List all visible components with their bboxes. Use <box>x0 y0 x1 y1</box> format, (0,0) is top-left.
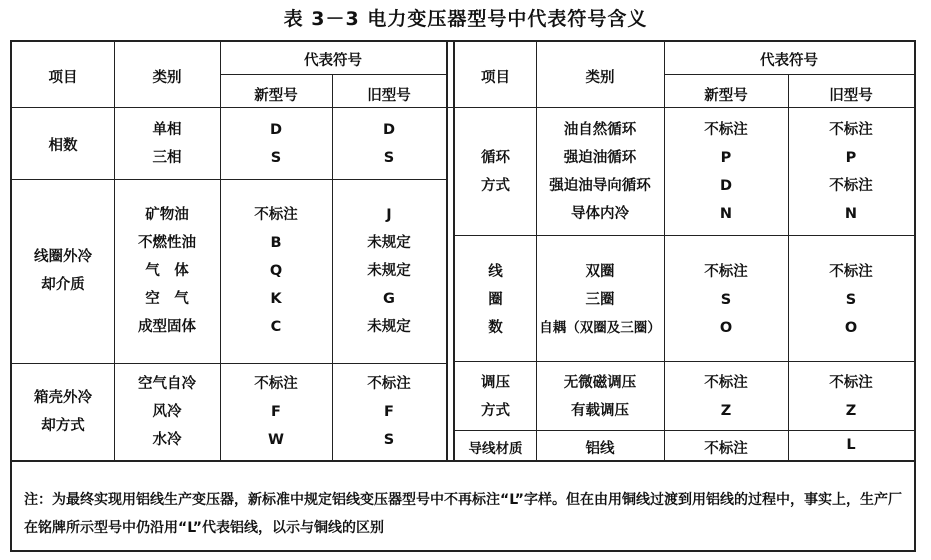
code-cell: F <box>384 404 394 420</box>
left-rule-1 <box>12 179 446 180</box>
category-cell: 强迫油循环 <box>563 150 637 166</box>
code-cell: P <box>720 150 732 166</box>
category-cell: 无微磁调压 <box>563 375 637 391</box>
category-cell: 自耦（双圈及三圈） <box>539 320 661 336</box>
code-cell: S <box>383 432 395 448</box>
left-header-code: 代表符号 <box>304 53 362 69</box>
symbol-table <box>10 40 916 552</box>
code-cell: D <box>382 122 396 138</box>
coil-cooling-new-codes <box>220 201 332 341</box>
code-cell: 不标注 <box>254 376 298 392</box>
regulation-old-codes <box>788 369 914 425</box>
phase-item: 相数 <box>48 138 78 154</box>
code-cell: 不标注 <box>704 264 748 280</box>
category-cell: 导体内冷 <box>571 206 629 222</box>
table-body-bottom-rule <box>12 460 914 462</box>
code-cell: 未规定 <box>367 263 411 279</box>
right-rule-2 <box>455 361 914 362</box>
code-cell: S <box>270 150 282 166</box>
code-cell: O <box>844 320 858 336</box>
regulation-item <box>455 369 536 425</box>
phase-categories <box>114 116 220 172</box>
left-header-item: 项目 <box>48 70 78 86</box>
item-line: 却介质 <box>41 277 85 293</box>
right-header-item: 项目 <box>481 70 510 86</box>
code-cell: Q <box>269 263 283 279</box>
code-cell: 不标注 <box>829 178 873 194</box>
left-rule-2 <box>12 363 446 364</box>
circulation-item <box>455 144 536 200</box>
code-cell: J <box>386 207 392 223</box>
regulation-categories <box>536 369 664 425</box>
category-cell: 水冷 <box>152 432 182 448</box>
left-code-subrule <box>220 74 446 75</box>
tank-cooling-old-codes <box>332 370 446 454</box>
right-header-old: 旧型号 <box>829 88 873 104</box>
category-cell: 有载调压 <box>571 403 629 419</box>
category-cell: 矿物油 <box>145 207 189 223</box>
category-cell: 单相 <box>152 122 182 138</box>
winding-count-old-codes <box>788 258 914 342</box>
conductor-new-code: 不标注 <box>704 441 748 457</box>
category-cell: 强迫油导向循环 <box>549 178 651 194</box>
conductor-item: 导线材质 <box>468 441 523 457</box>
right-header-new: 新型号 <box>704 88 748 104</box>
table-footnote: 注：为最终实现用铝线生产变压器，新标准中规定铝线变压器型号中不再标注“L”字样。但在由用铜线过渡到用铝线的过程中，事实上，生产厂在铭牌所示型号中仍沿用“L”代表铝线，以示与铜线的区别 <box>24 492 902 536</box>
code-cell: W <box>268 432 284 448</box>
item-char: 数 <box>488 320 503 336</box>
code-cell: G <box>383 291 395 307</box>
code-cell: S <box>845 292 857 308</box>
code-cell: B <box>270 235 282 251</box>
item-line: 方式 <box>481 403 510 419</box>
table-title: 表 3－3 电力变压器型号中代表符号含义 <box>283 8 648 30</box>
right-header-code: 代表符号 <box>760 53 818 69</box>
code-cell: Z <box>845 403 857 419</box>
regulation-new-codes <box>664 369 788 425</box>
circulation-categories <box>536 116 664 228</box>
code-cell: 未规定 <box>367 235 411 251</box>
item-line: 却方式 <box>41 418 85 434</box>
left-header-new: 新型号 <box>254 88 298 104</box>
right-header-category: 类别 <box>585 70 615 86</box>
circulation-old-codes <box>788 116 914 228</box>
code-cell: F <box>271 404 281 420</box>
code-cell: 未规定 <box>367 319 411 335</box>
winding-count-new-codes <box>664 258 788 342</box>
item-line: 调压 <box>481 375 510 391</box>
code-cell: K <box>270 291 282 307</box>
category-cell: 三相 <box>152 150 182 166</box>
code-cell: N <box>719 206 733 222</box>
left-header-old: 旧型号 <box>367 88 411 104</box>
circulation-new-codes <box>664 116 788 228</box>
category-cell: 三圈 <box>585 292 615 308</box>
coil-cooling-item <box>12 243 114 299</box>
header-bottom-rule <box>12 107 914 108</box>
coil-cooling-old-codes <box>332 201 446 341</box>
item-char: 线 <box>488 264 503 280</box>
item-line: 箱壳外冷 <box>34 390 92 406</box>
item-line: 方式 <box>481 178 510 194</box>
right-code-subrule <box>664 74 914 75</box>
category-cell: 空 气 <box>145 291 189 307</box>
item-char: 圈 <box>488 292 503 308</box>
category-cell: 气 体 <box>145 263 189 279</box>
conductor-category: 铝线 <box>585 441 615 457</box>
winding-count-categories <box>536 258 664 342</box>
category-cell: 风冷 <box>152 404 182 420</box>
code-cell: D <box>269 122 283 138</box>
category-cell: 空气自冷 <box>138 376 196 392</box>
item-line: 循环 <box>481 150 510 166</box>
code-cell: 不标注 <box>254 207 298 223</box>
category-cell: 成型固体 <box>138 319 196 335</box>
category-cell: 双圈 <box>585 264 615 280</box>
phase-old-codes <box>332 116 446 172</box>
conductor-old-code: L <box>846 437 856 453</box>
center-divider <box>446 42 455 461</box>
winding-count-item <box>455 258 536 342</box>
right-rule-1 <box>455 235 914 236</box>
code-cell: P <box>845 150 857 166</box>
code-cell: O <box>719 320 733 336</box>
item-line: 线圈外冷 <box>34 249 92 265</box>
code-cell: 不标注 <box>829 264 873 280</box>
code-cell: D <box>719 178 733 194</box>
code-cell: S <box>720 292 732 308</box>
code-cell: 不标注 <box>704 375 748 391</box>
tank-cooling-new-codes <box>220 370 332 454</box>
code-cell: 不标注 <box>704 122 748 138</box>
coil-cooling-categories <box>114 201 220 341</box>
tank-cooling-item <box>12 384 114 440</box>
tank-cooling-categories <box>114 370 220 454</box>
left-header-category: 类别 <box>152 70 182 86</box>
code-cell: N <box>844 206 858 222</box>
code-cell: S <box>383 150 395 166</box>
code-cell: 不标注 <box>829 122 873 138</box>
code-cell: C <box>270 319 282 335</box>
category-cell: 油自然循环 <box>563 122 637 138</box>
category-cell: 不燃性油 <box>138 235 196 251</box>
phase-new-codes <box>220 116 332 172</box>
code-cell: 不标注 <box>367 376 411 392</box>
code-cell: 不标注 <box>829 375 873 391</box>
code-cell: Z <box>720 403 732 419</box>
right-rule-3 <box>455 430 914 431</box>
